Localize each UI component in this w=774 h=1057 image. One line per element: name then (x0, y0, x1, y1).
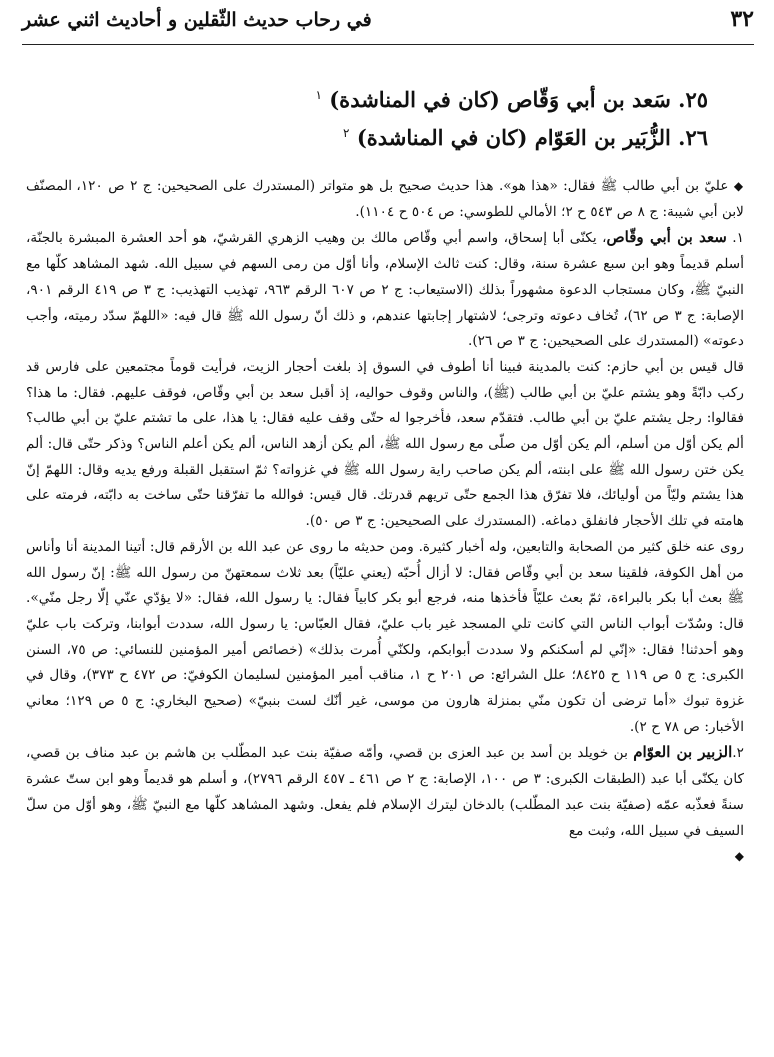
running-title: في رحاب حديث الثّقلين و أحاديث اثني عشر (22, 9, 372, 31)
footnote-text: ، يكنّى أبا إسحاق، واسم أبي وقّاص مالك بن وهيب الزهري القرشيّ، هو أحد العشرة المبشرة بالجنّة، أسلم قديماً وهو ابن سبع عشرة سنة، وقال: كنت ثالث الإسلام، وأنا أوّل من رمى السهم في سبيل الله. شهد المشاهد كلّها مع النبيّ ﷺ، وكان مستجاب الدعوة مشهوراً بذلك (الاستيعاب: ج ٢ ص ٦٠٧ الرقم ٩٦٣، تهذيب التهذيب: ج ٣ ص ٤١٩ الرقم ٩٠١، الإصابة: ج ٣ ص ٦٢)، تُخاف دعوته وترجى؛ لاشتهار إجابتها عندهم، و ذلك أنّ رسول الله ﷺ قال فيه: «اللهمّ سدّد رميته، وأجب دعوته» (المستدرك على الصحيحين: ج ٣ ص ٢٦). (26, 230, 744, 350)
entry-number: ٢٦ (685, 125, 708, 150)
footnote-ref[interactable]: ١ (315, 88, 322, 102)
entry-text: الزُّبَير بن العَوّام (كان في المناشدة) (356, 125, 671, 150)
page-number: ٣٢ (730, 6, 754, 32)
entry-list (20, 76, 708, 152)
footnote-2 (26, 740, 744, 844)
footnote-ref[interactable]: ٢ (343, 126, 350, 140)
footnotes-section (26, 174, 744, 870)
footnote-text: بن خويلد بن أسد بن عبد العزى بن قصي، وأمّه صفيّة بنت عبد المطّلب بن هاشم بن عبد مناف بن قصي، كان يكنّى أبا عبد (الطبقات الكبرى: ٣ ص ١٠٠، الإصابة: ج ٢ ص ٤٦١ ـ ٤٥٧ الرقم ٢٧٩٦)، و أسلم هو قديماً وهو ابن ستّ عشرة سنةً فعذّبه عمّه (صفيّة بنت عبد المطّلب) بالدخان ليترك الإسلام فلم يفعل. وشهد المشاهد كلّها مع النبيّ ﷺ، وهو أوّل من سلّ السيف في سبيل الله، وثبت مع (26, 745, 745, 839)
footnote-number: ١. (732, 230, 745, 247)
footnote-number: ٢. (732, 745, 744, 762)
footnote-text: عليّ بن أبي طالب ﷺ فقال: «هذا هو». هذا حديث صحيح بل هو متواتر (المستدرك على الصحيحين: ج ٢ ص ١٢٠، المصنّف لابن أبي شيبة: ج ٨ ص ٥٤٣ ح ٢؛ الأمالي للطوسي: ص ٥٠٤ ح ١١٠٤). (26, 178, 744, 220)
entry-item: ٢٦. الزُّبَير بن العَوّام (كان في المناشدة) $^٢$ (343, 125, 708, 150)
footnote-heading: الزبير بن العوّام (633, 743, 733, 762)
continuation-mark: ◆ (734, 849, 744, 864)
entry-text: سَعد بن أبي وَقّاص (كان في المناشدة) (329, 87, 671, 112)
footnote-end (26, 844, 744, 870)
header-divider (22, 44, 754, 45)
page-header (22, 4, 754, 48)
footnote-continuation (26, 174, 744, 225)
continuation-mark: ◆ (733, 179, 745, 193)
footnote-1 (26, 225, 744, 355)
footnote-1-story: قال قيس بن أبي حازم: كنت بالمدينة فبينا أنا أطوف في السوق إذ بلغت أحجار الزيت، فرأيت قوماً مجتمعين على فارس قد ركب دابّةً وهو يشتم عليّ بن أبي طالب (ﷺ)، والناس وقوف حواليه، إذ أقبل سعد بن أبي وقّاص، فوقف عليهم. فقال: ما هذا؟ فقالوا: رجل يشتم عليّ بن أبي طالب. فتقدّم سعد، فأخرجوا له حتّى وقف عليه فقال: يا هذا، على ما تشتم عليّ بن أبي طالب؟ ألم يكن أوّل من أسلم، ألم يكن أوّل من صلّى مع رسول الله ﷺ، ألم يكن أزهد الناس، ألم يكن أعلم الناس؟ وذكر حتّى قال: ألم يكن ختن رسول الله ﷺ على ابنته، ألم يكن صاحب راية رسول الله ﷺ في غزواته؟ ثمّ استقبل القبلة ورفع يديه وقال: اللهمّ إنّ هذا يشتم وليّاً من أوليائك، فلا تفرّق هذا الجمع حتّى تريهم قدرتك. قال قيس: فوالله ما تفرّقنا حتّى ساخت به دابّته، فرمته على هامته في تلك الأحجار فانفلق دماغه. (المستدرك على الصحيحين: ج ٣ ص ٥٠). (26, 358, 744, 530)
entry-item: ٢٥. سَعد بن أبي وَقّاص (كان في المناشدة) $^١$ (315, 87, 708, 112)
entry-number: ٢٥ (685, 87, 708, 112)
footnote-1-narration: روى عنه خلق كثير من الصحابة والتابعين، وله أخبار كثيرة. ومن حديثه ما روى عن عبد الله بن الأرقم قال: أتينا المدينة أنا وأناس من أهل الكوفة، فلقينا سعد بن أبي وقّاص فقال: لا أزال أُحبّه (يعني عليّاً) بعد ثلاث سمعتهنّ من رسول الله ﷺ: إنّ رسول الله ﷺ بعث أبا بكر بالبراءة، ثمّ بعث عليّاً فأخذها منه، فرجع أبو بكر كابياً فقال: يا رسول الله، فقال: «لا يؤدّي عنّي إلّا رجل منّي». قال: وسُدّت أبواب الناس التي كانت تلي المسجد غير باب عليّ، فقال العبّاس: يا رسول الله، سددت أبوابنا، وتركت باب عليّ وهو أحدثنا! فقال: «إنّي لم أسكنكم ولا سددت أبوابكم، ولكنّي أُمرت بذلك» (خصائص أمير المؤمنين للنسائي: ص ٧٥، السنن الكبرى: ج ٥ ص ١١٩ ح ٨٤٢٥؛ علل الشرائع: ص ٢٠١ ح ١، مناقب أمير المؤمنين لسليمان الكوفيّ: ص ٤٧٢ ح ٣٧٣)، وقال في غزوة تبوك «أما ترضى أن تكون منّي بمنزلة هارون من موسى، غير أنّك لست بنبيّ» (صحيح البخاري: ج ٥ ص ١٢٩؛ معاني الأخبار: ص ٧٨ ح ٢). (26, 538, 745, 735)
footnote-heading: سعد بن أبي وقّاص (606, 228, 727, 247)
